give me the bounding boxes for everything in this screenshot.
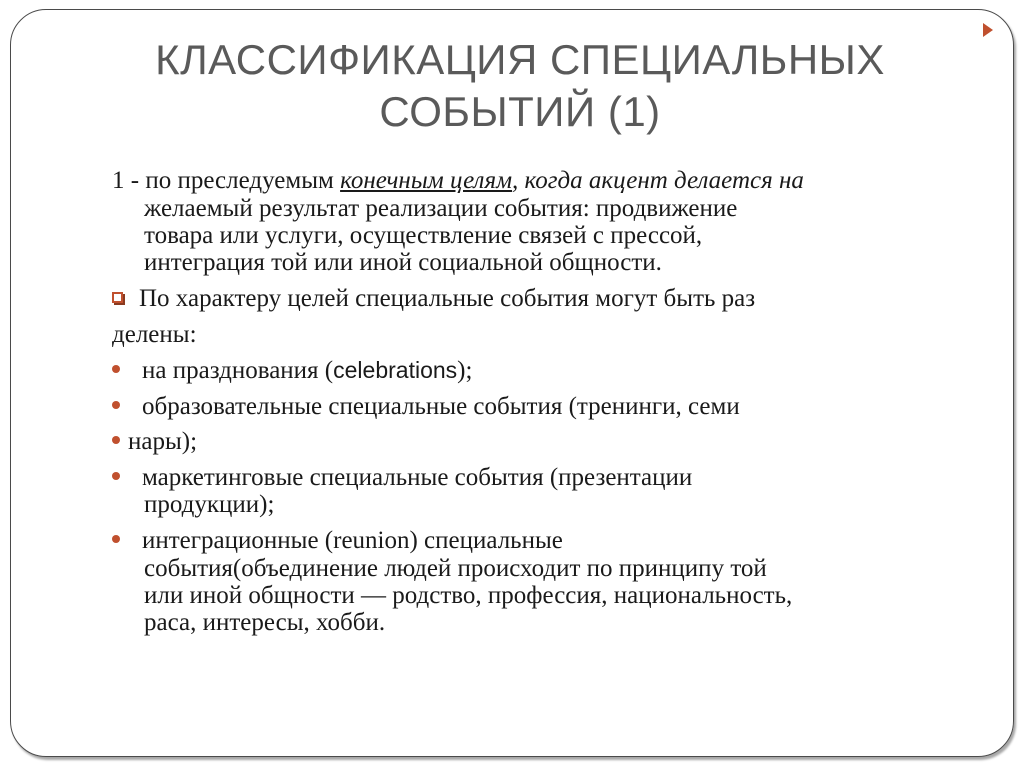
italic-phrase: , когда акцент делается на [512, 167, 804, 194]
bullet-item-5-line-3: или иной общности — родство, профессия, национальность, [144, 582, 793, 609]
bullet-item-5-line-1 [112, 527, 952, 555]
underlined-term: конечным целям [340, 167, 513, 194]
slide-title [120, 34, 920, 138]
checkbox-item-line-2: делены: [112, 321, 197, 348]
bullet-item-5-line-4: раса, интересы, хобби. [144, 609, 386, 636]
bullet-item-2 [112, 393, 952, 421]
paragraph-1-line-1 [112, 167, 952, 195]
bullet-5-text: интеграционные (reunion) специальные [142, 527, 563, 554]
checkbox-bullet-icon [112, 292, 123, 303]
bullet-1-text: на празднования ( [142, 357, 334, 384]
paragraph-1-line-3: товара или услуги, осуществление связей с прессой, [144, 222, 703, 249]
bullet-item-4-line-2: продукции); [144, 491, 275, 518]
title-line-1: КЛАССИФИКАЦИЯ СПЕЦИАЛЬНЫХ [155, 36, 885, 83]
bullet-2-text: образовательные специальные события (тренинги, семи [142, 393, 740, 420]
bullet-dot-icon [112, 535, 120, 543]
arrow-icon [983, 23, 993, 37]
bullet-item-1 [112, 356, 952, 385]
paragraph-lead: 1 - по преследуемым [112, 167, 341, 194]
paragraph-1-line-2: желаемый результат реализации события: продвижение [144, 195, 738, 222]
checkbox-item-text: По характеру целей специальные события могут быть раз [139, 285, 756, 312]
bullet-1-english: celebrations [333, 357, 458, 383]
bullet-dot-icon [112, 436, 120, 444]
bullet-4-text: маркетинговые специальные события (презентации [142, 464, 693, 491]
bullet-dot-icon [112, 472, 120, 480]
bullet-3-text: нары); [128, 428, 198, 455]
bullet-dot-icon [112, 365, 120, 373]
bullet-dot-icon [112, 401, 120, 409]
title-line-2: СОБЫТИЙ (1) [379, 88, 661, 135]
bullet-item-5-line-2: события(объединение людей происходит по принципу той [144, 555, 767, 582]
checkbox-item-line-1 [112, 285, 952, 313]
bullet-item-3 [112, 428, 952, 456]
bullet-item-4-line-1 [112, 464, 952, 492]
bullet-1-end: ); [457, 357, 473, 384]
paragraph-1-line-4: интеграция той или иной социальной общности. [144, 249, 662, 276]
